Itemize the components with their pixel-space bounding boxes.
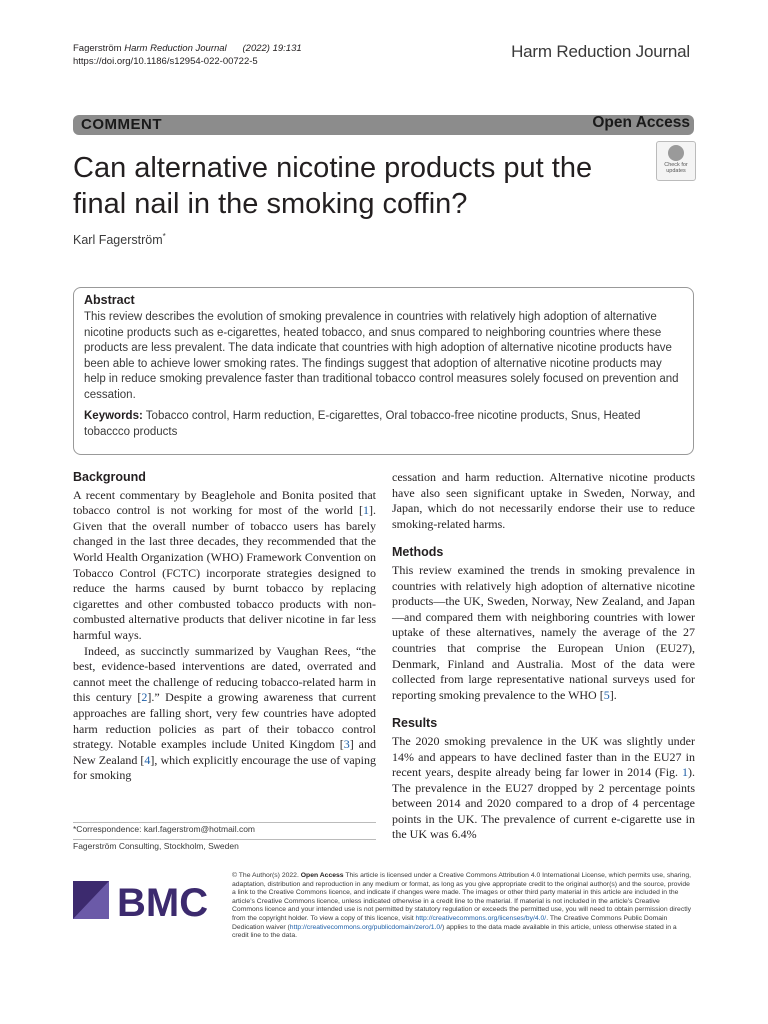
reference-link-2[interactable]: 2: [141, 690, 148, 705]
author-name: Karl Fagerström: [73, 233, 163, 248]
methods-section: [392, 545, 695, 703]
doi-link[interactable]: https://doi.org/10.1186/s12954-022-00722-5: [73, 56, 258, 67]
author-correspondence-mark: *: [162, 232, 166, 241]
text-run: ].” Despite a growing awareness that current approaches are falling short, very few countries have adopted harm reduction policies as part of their tobacco control strategy. Notable examples include United Kingdom [: [73, 690, 376, 752]
article-type-bar: [73, 115, 694, 135]
reference-link-1[interactable]: 1: [363, 503, 369, 518]
text-run: © The Author(s) 2022.: [232, 872, 301, 879]
text-run: . The Creative Commons Public Domain Dedication waiver (: [232, 914, 668, 931]
results-heading: Results: [392, 716, 438, 731]
check-updates-label: Check for updates: [664, 162, 688, 174]
bmc-logo-text: BMC: [117, 881, 209, 925]
check-for-updates-button[interactable]: [656, 141, 696, 181]
text-run: Indeed, as succinctly summarized by Vaughan Rees, “the best, evidence-based interventions are dated, overrated and cannot meet the challenge of reducing tobacco-related harm in this century [: [73, 643, 376, 705]
text-run: This review examined the trends in smoking prevalence in countries with relatively high adoption of alternative nicotine products—the UK, Sweden, Norway, New Zealand, and Japan—and compared them with neighboring countries with lower uptake of these alternatives, namely the average of the 27 countries that comprise the European Union (EU27), Denmark, Finland and Australia. Most of the data were collected from large representative national surveys used for reporting smoking prevalence to the WHO [: [392, 562, 695, 702]
text-run: This article is licensed under a Creative Commons Attribution 4.0 International License, which permits use, sharing, adaptation, distribution and reproduction in any medium or format, as long as you give appropriate credit to the original author(s) and the source, provide a link to the Creative Commons licence, and indicate if changes were made. The images or other third party material in this article are included in the article’s Creative Commons licence, unless indicated otherwise in a credit line to the material. If material is not included in the article’s Creative Commons licence and your intended use is not permitted by statutory regulation or exceeds the permitted use, you will need to obtain permission directly from the copyright holder. To view a copy of this licence, visit: [232, 872, 692, 922]
text-run: ]. Given that the overall number of tobacco users has barely changed in the last three decades, they recommended that the World Health Organization (WHO) Framework Convention on Tobacco Control (FCTC) incorporate strategies designed to reduce the harms caused by burnt tobacco by replacing cigarettes and other combusted tobacco products with non-combusted alternative products that deliver nicotine in far less harmful ways.: [73, 503, 376, 642]
article-title: Can alternative nicotine products put the final nail in the smoking coffin?: [73, 152, 593, 220]
methods-heading: Methods: [392, 545, 444, 560]
methods-paragraph: [392, 563, 695, 703]
text-run: ], which explicitly encourage the use of vaping for smoking: [73, 752, 377, 783]
keywords-label: Keywords:: [84, 410, 143, 422]
background-paragraph-2-continued: cessation and harm reduction. Alternative nicotine products have also seen significant uptake in Sweden, Norway, and Japan, which do not necessarily endorse their use to reduce smoking-related harms.: [392, 470, 695, 531]
citation-header: [73, 42, 302, 68]
cc-zero-link[interactable]: http://creativecommons.org/publicdomain/zero/1.0/: [289, 923, 443, 931]
results-paragraph: [392, 734, 695, 843]
license-open-access: Open Access: [300, 872, 344, 879]
background-heading: Background: [73, 470, 146, 484]
text-run: ].: [609, 687, 617, 702]
results-section: [392, 716, 695, 843]
text-run: A recent commentary by Beaglehole and Bonita posited that tobacco control is not working for most of the world [: [73, 487, 376, 518]
abstract-text: This review describes the evolution of smoking prevalence in countries with relatively high adoption of alternative nicotine products such as e-cigarettes, heated tobacco, and snus compared to neighboring countries where these products are less prevalent. The data indicate that countries with high adoption of alternative nicotine products have been able to achieve lower smoking rates. The findings suggest that adoption of alternative nicotine products may help in reduce smoking prevalence faster than traditional tobacco control measures solely focused on prevention and cessation.: [84, 311, 679, 401]
license-text: [232, 872, 692, 941]
correspondence-footnote: *Correspondence: karl.fagerstrom@hotmail.com: [73, 822, 376, 834]
affiliation-footnote: Fagerström Consulting, Stockholm, Sweden: [73, 839, 376, 851]
citation-year-volume: (2022) 19:131: [242, 43, 302, 54]
author-line: [73, 232, 166, 247]
abstract-box: [73, 287, 694, 455]
reference-link-3[interactable]: 3: [343, 737, 350, 752]
open-access-label: Open Access: [592, 114, 690, 131]
figure-link-1[interactable]: 1: [682, 765, 688, 780]
background-paragraph-2: [73, 644, 376, 784]
background-paragraph-1: [73, 488, 376, 644]
left-column: [73, 470, 376, 784]
cc-by-link[interactable]: http://creativecommons.org/licenses/by/4.0/: [415, 914, 547, 922]
abstract-heading: Abstract: [84, 293, 135, 307]
text-run: ] and New Zealand [: [73, 737, 376, 767]
journal-name: Harm Reduction Journal: [511, 42, 690, 61]
keywords: [84, 409, 683, 440]
keywords-list: Tobacco control, Harm reduction, E-cigarettes, Oral tobacco-free nicotine products, Snus, Heated tobaccco products: [84, 410, 641, 438]
reference-link-4[interactable]: 4: [144, 752, 151, 767]
reference-link-5[interactable]: 5: [603, 687, 610, 702]
right-column: [392, 470, 695, 843]
text-run: ). The prevalence in the EU27 dropped by 2 percentage points between 2014 and 2020 compared to a drop of 4 percentage points in the UK. The prevalence of current e-cigarette use in the UK was 6.4%: [392, 765, 695, 842]
article-type: COMMENT: [81, 116, 162, 133]
check-updates-icon: [668, 145, 684, 161]
citation-author: Fagerström: [73, 43, 122, 54]
citation-journal: Harm Reduction Journal: [124, 43, 227, 54]
text-run: ) applies to the data made available in this article, unless otherwise stated in a credit line to the data.: [232, 923, 677, 940]
text-run: The 2020 smoking prevalence in the UK was slightly under 14% and appears to have declined faster than in the EU27 in recent years, despite already being far lower in 2014 (Fig.: [392, 733, 695, 780]
bmc-logo: [73, 875, 216, 925]
